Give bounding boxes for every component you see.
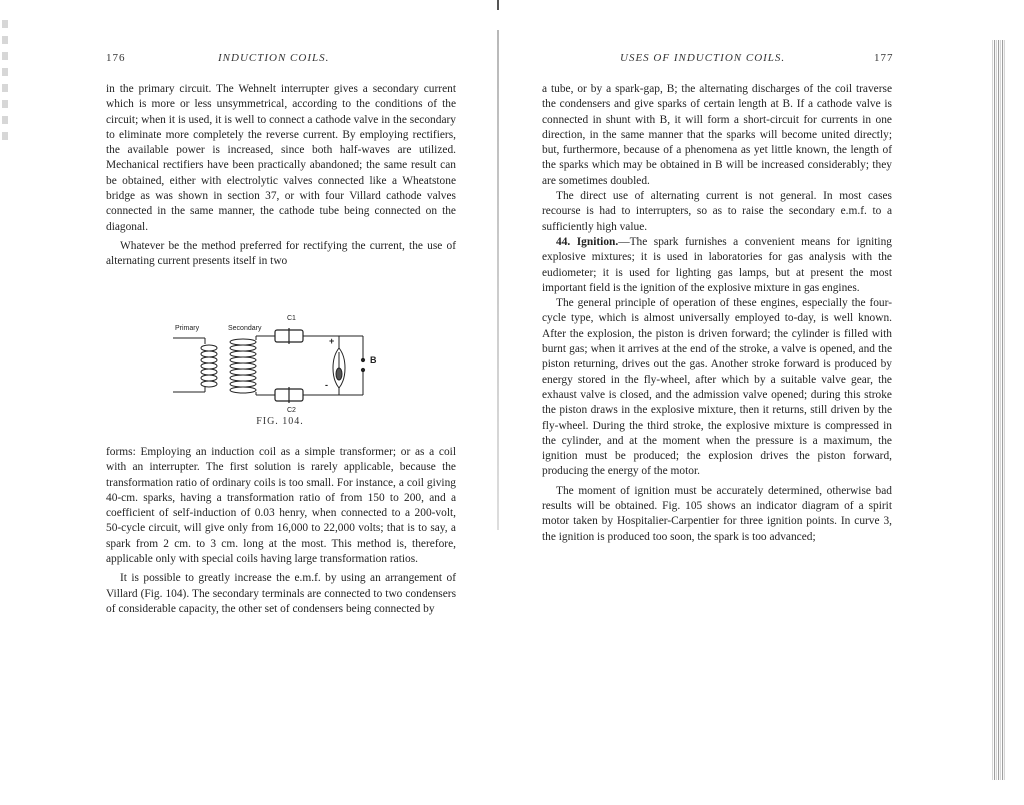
label-secondary: Secondary <box>228 325 262 332</box>
cathode-valve <box>333 348 345 388</box>
section-number: 44. <box>556 235 571 248</box>
label-c1: C1 <box>287 315 296 322</box>
secondary-coil <box>230 336 275 395</box>
running-title: USES OF INDUCTION COILS. <box>620 52 786 64</box>
paragraph: forms: Employing an induction coil as a simple transformer; or as a coil with an interrupter. The first solution is rarely applicable, because the transformation ratio of ordinary coils is too small. For instance, a coil giving 40-cm. sparks, having a transformation ratio of from 150 to 200, and a coefficient of self-induction of 0.03 henry, when connected to a 200-volt, 50-cycle circuit, will give only from 16,000 to 22,000 volts; that is to say, a spark from 2 cm. to 3 cm. long at the most. This method is, therefore, applicable only with special coils having large transformation ratios. <box>106 446 456 566</box>
figure-caption: FIG. 104. <box>256 416 304 427</box>
paragraph: in the primary circuit. The Wehnelt interrupter gives a secondary current which is more or less unsymmetrical, according to the conditions of the circuit; when it is used, it is well to connect a cathode valve in the secondary to eliminate more completely the reverse current. By employing rectifiers, the available power is increased, since both half-waves are utilized. Mechanical rectifiers have been practically abandoned; the same result can be obtained, either with electrolytic valves connected like a Wheatstone bridge as was shown in section 37, or with four Villard cathode valves connected in the same manner, the cathode tube being connected on the diagonal. <box>106 83 456 233</box>
body-text-top <box>106 82 456 270</box>
paragraph: a tube, or by a spark-gap, B; the alternating discharges of the coil traverse the condensers and give sparks of certain length at B. If a cathode valve is connected in shunt with B, it will form a short-circuit for currents in one direction, in the same manner that the sparks will become united directly; but, furthermore, because of a phenomena as yet little known, the length of the sparks which may be obtained in B will be increased considerably; they are sometimes doubled. <box>542 83 892 187</box>
section-heading: Ignition. <box>576 235 619 248</box>
body-text-bottom <box>106 445 456 617</box>
label-c2: C2 <box>287 407 296 414</box>
paragraph: The direct use of alternating current is not general. In most cases recourse is had to interrupters, so as to raise the secondary e.m.f. to a sufficiently high value. <box>542 190 892 233</box>
label-minus: - <box>325 380 328 390</box>
page-number: 177 <box>874 52 894 64</box>
paragraph: The moment of ignition must be accurately determined, otherwise bad results will be obtained. Fig. 105 shows an indicator diagram of a spirit motor taken by Hospitalier-Carpentier for three ignition points. In curve 3, the ignition is produced too soon, the spark is too advanced; <box>542 484 892 543</box>
body-text <box>542 82 892 545</box>
figure-104 <box>165 306 395 432</box>
primary-coil <box>173 338 217 392</box>
section-text: —The spark furnishes a convenient means for igniting explosive mixtures; it is used in laboratories for gas analysis with the eudiometer; it is used for lighting gas lamps, but at present the most important field is the ignition of the explosive mixture in gas engines. <box>542 235 892 294</box>
label-primary: Primary <box>175 325 200 332</box>
paragraph: Whatever be the method preferred for rectifying the current, the use of alternating current presents itself in two <box>106 239 456 268</box>
section-paragraph <box>542 235 892 296</box>
paragraph: It is possible to greatly increase the e.m.f. by using an arrangement of Villard (Fig. 104). The secondary terminals are connected to two condensers of considerable capacity, the other set of condensers being connected by <box>106 572 456 615</box>
page-number: 176 <box>106 52 126 64</box>
circuit-diagram <box>165 306 395 416</box>
left-page <box>0 0 500 805</box>
condenser-c1 <box>275 328 303 344</box>
condenser-c2 <box>275 387 303 403</box>
label-plus: + <box>329 336 335 346</box>
paragraph: The general principle of operation of these engines, especially the four-cycle type, which is almost universally employed to-day, is well known. After the explosion, the piston is driven forward; the cylinder is filled with burnt gas; when it arrives at the end of the stroke, a valve is opened, and the piston returning, drives out the gas. Another stroke forward is produced by energy stored in the fly-wheel, after which by a suitable valve gear, the exhaust valve is closed, and the admission valve opened; during this stroke the piston draws in the explosive mixture, then it returns, still driven by the fly-wheel. During the third stroke, the explosive mixture is compressed in the cylinder, and at the moment when the pressure is a maximum, the ignition must be produced; the explosion drives the piston forward, producing the energy of the motor. <box>542 297 892 478</box>
right-page <box>500 0 1024 805</box>
label-b: B <box>370 355 377 365</box>
running-title: INDUCTION COILS. <box>218 52 330 64</box>
